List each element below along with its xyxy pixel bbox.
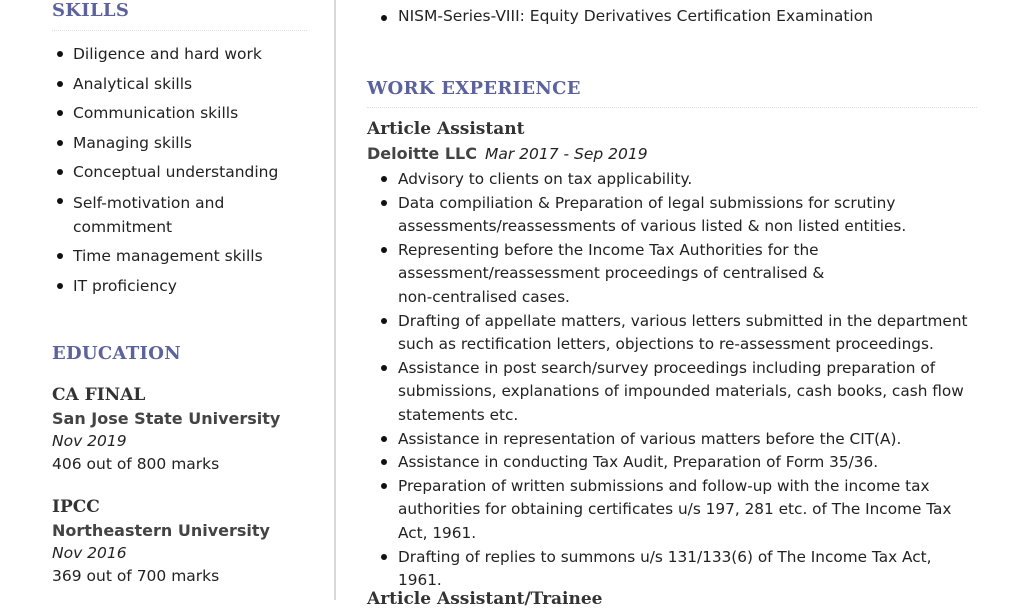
skill-item: Analytical skills: [73, 70, 303, 100]
work-rule: [367, 107, 977, 108]
degree: CA FINAL: [52, 385, 146, 405]
job-title: Article Assistant/Trainee: [367, 589, 603, 609]
job-bullets: [398, 168, 978, 593]
certification-item: NISM-Series-VIII: Equity Derivatives Certification Examination: [398, 7, 874, 25]
skill-item: Diligence and hard work: [73, 40, 303, 70]
job-bullet: Advisory to clients on tax applicability.: [398, 168, 978, 192]
column-divider: [334, 0, 336, 600]
skill-item: IT proficiency: [73, 272, 303, 302]
degree: IPCC: [52, 497, 100, 517]
job-bullet: Data compiliation & Preparation of legal submissions for scrutiny assessments/reassessments of various listed & non listed entities.: [398, 192, 978, 239]
skills-heading: SKILLS: [52, 0, 130, 21]
job-dates: Mar 2017 - Sep 2019: [484, 145, 648, 163]
work-heading: WORK EXPERIENCE: [367, 78, 581, 99]
job-bullet: Assistance in representation of various matters before the CIT(A).: [398, 428, 978, 452]
date: Nov 2016: [52, 544, 127, 562]
institution: San Jose State University: [52, 409, 281, 428]
job-bullet: Drafting of replies to summons u/s 131/133(6) of The Income Tax Act, 1961.: [398, 546, 978, 593]
education-entry: [52, 384, 280, 476]
job-bullet: Assistance in post search/survey proceedings including preparation of submissions, explanations of impounded materials, cash books, cash flow statements etc.: [398, 357, 978, 428]
skill-item: Self-motivation and commitment: [73, 188, 233, 242]
job-title: Article Assistant: [367, 119, 525, 139]
job-bullet: Drafting of appellate matters, various letters submitted in the department such as rectification letters, objections to re-assessment proceedings.: [398, 310, 978, 357]
skills-rule: [52, 30, 307, 31]
job-bullet: Representing before the Income Tax Authorities for the assessment/reassessment proceedings of centralised & non-centralised cases.: [398, 239, 838, 310]
company: Deloitte LLC: [367, 144, 477, 163]
skill-item: Conceptual understanding: [73, 158, 303, 188]
job-bullet: Assistance in conducting Tax Audit, Preparation of Form 35/36.: [398, 451, 978, 475]
education-entry: [52, 496, 270, 588]
skill-item: Time management skills: [73, 242, 303, 272]
job-meta: [367, 144, 648, 163]
education-heading: EDUCATION: [52, 343, 181, 364]
certifications-list: [398, 7, 873, 25]
marks: 369 out of 700 marks: [52, 567, 220, 585]
skills-list: [73, 40, 303, 301]
marks: 406 out of 800 marks: [52, 455, 220, 473]
skill-item: Managing skills: [73, 129, 303, 159]
date: Nov 2019: [52, 432, 127, 450]
skill-item: Communication skills: [73, 99, 303, 129]
institution: Northeastern University: [52, 521, 270, 540]
job-bullet: Preparation of written submissions and follow-up with the income tax authorities for obtaining certificates u/s 197, 281 etc. of The Income Tax Act, 1961.: [398, 475, 978, 546]
